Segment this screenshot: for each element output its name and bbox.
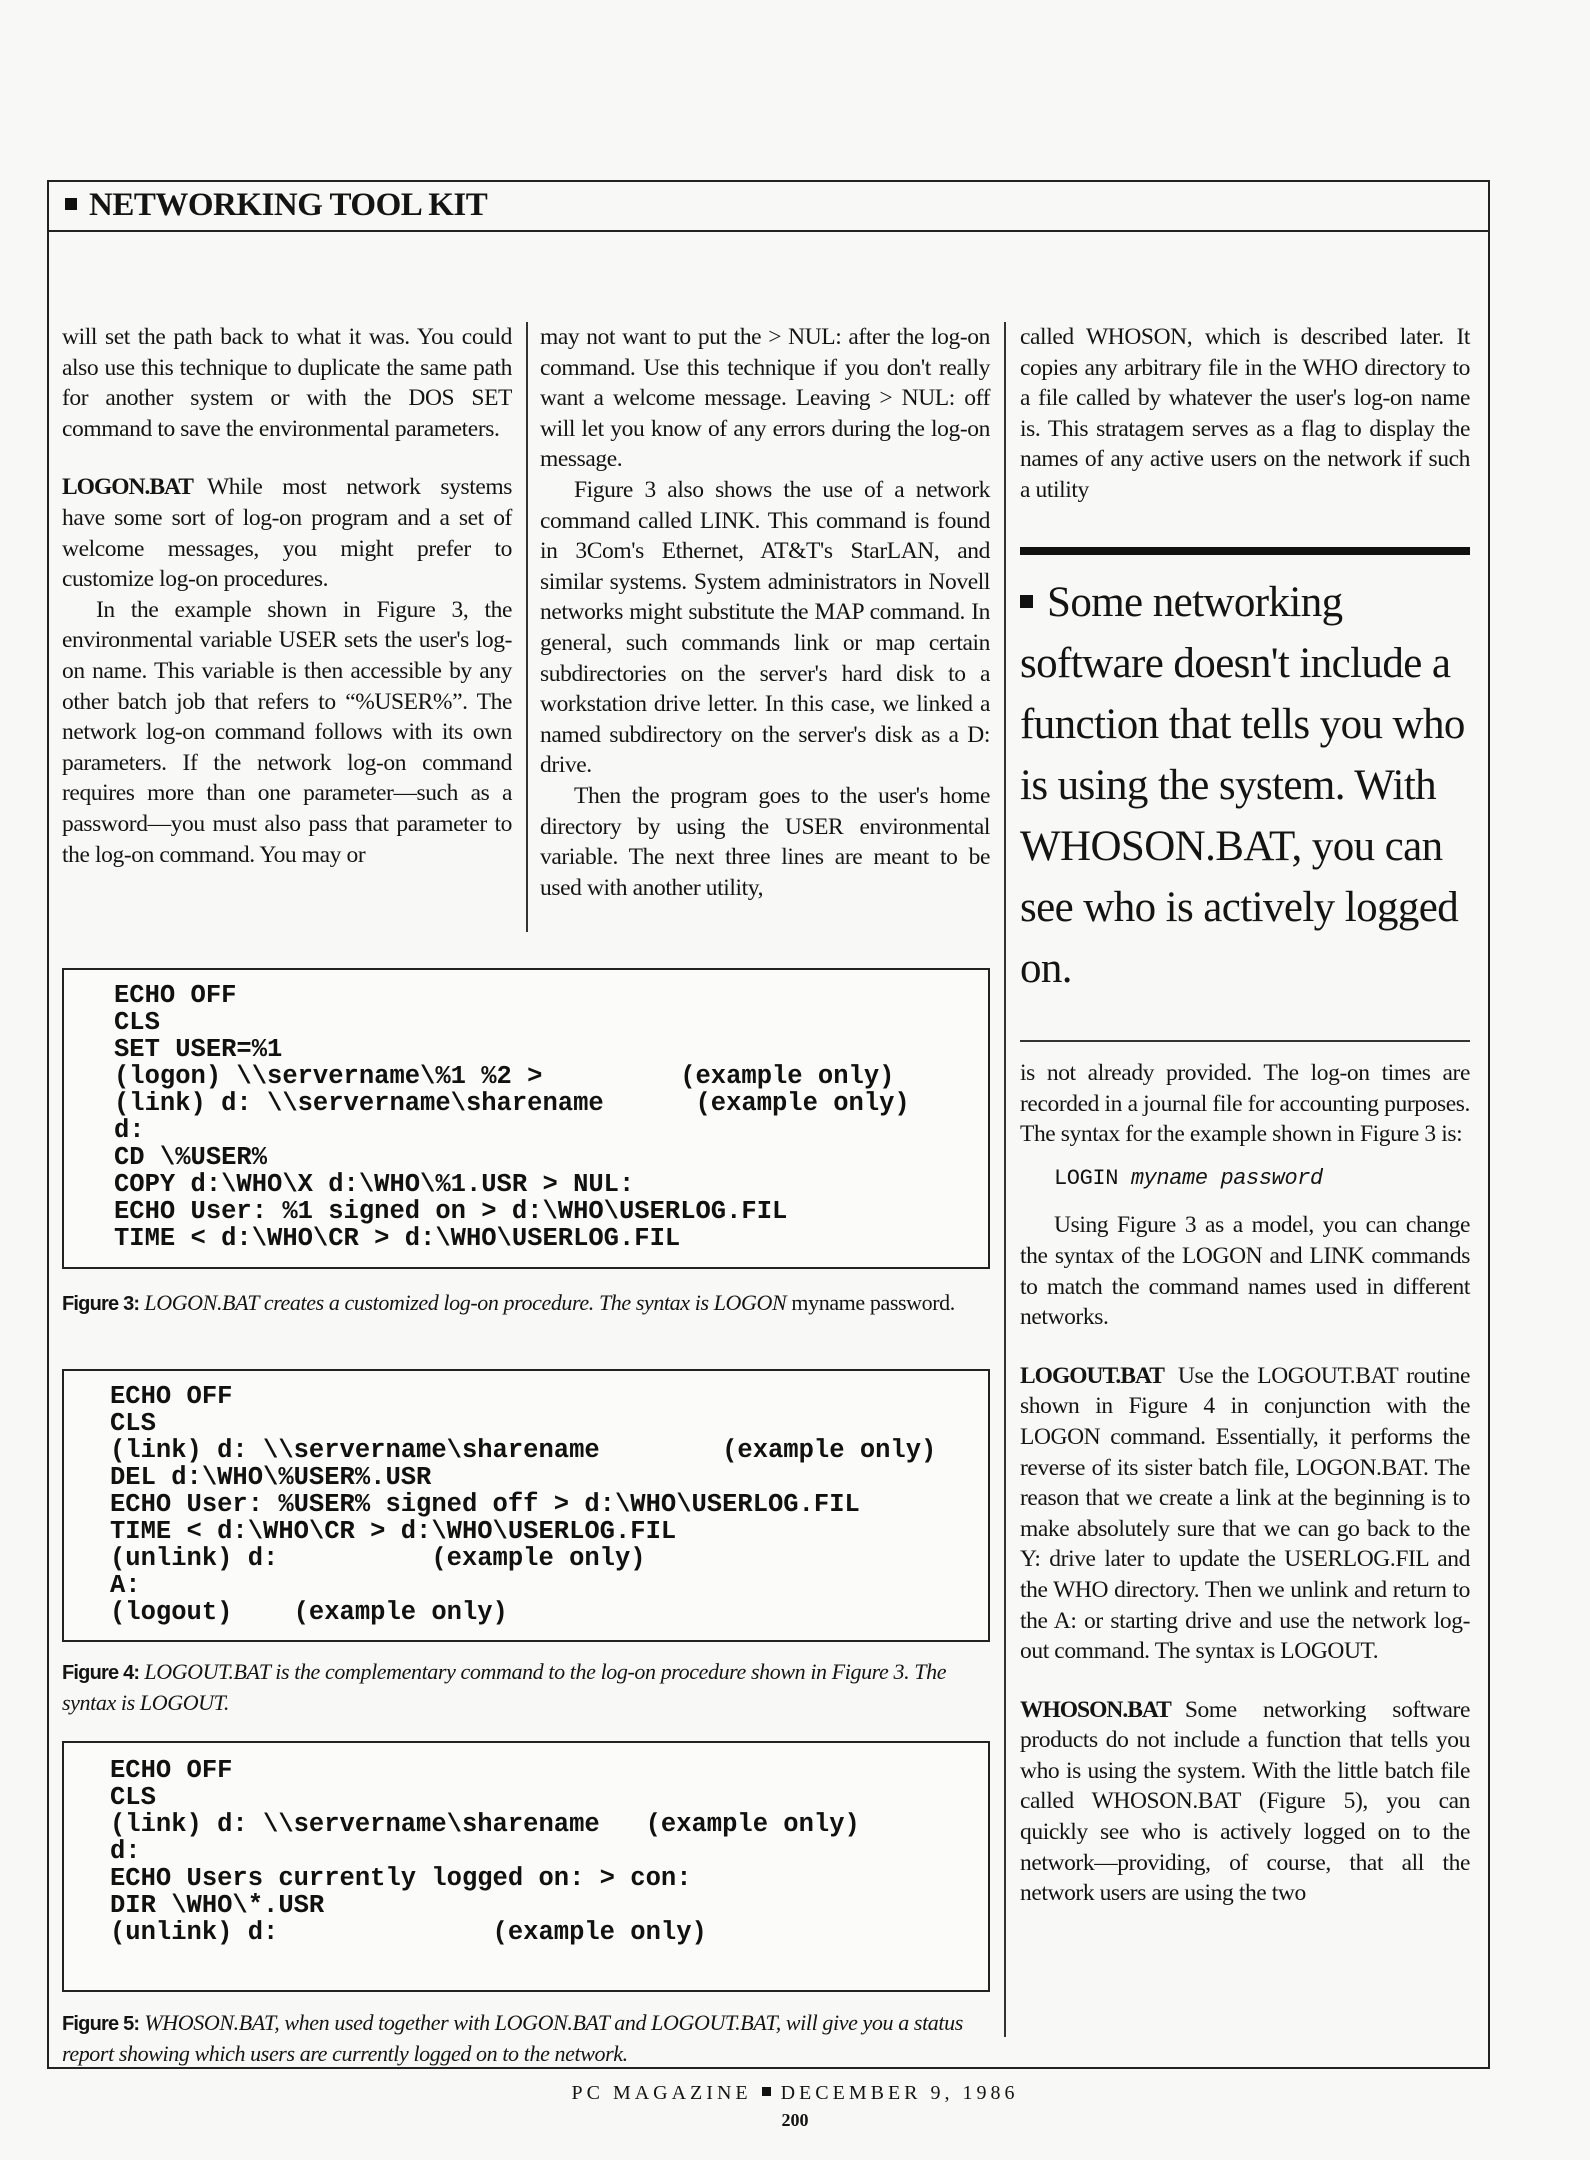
col3-paragraph-1: called WHOSON, which is described later. It copies any arbitrary file in the WHO directory to a file called by whatever the user's log-on name is. This stratagem serves as a flag to display the names of any active users on the network if such a utility [1020,324,1470,503]
login-syntax: LOGIN myname password [1054,1165,1323,1191]
figure-5-code-box [62,1741,990,1992]
whoson-bat-heading: WHOSON.BAT [1020,1696,1171,1723]
section-title: NETWORKING TOOL KIT [89,187,488,223]
page-footer [0,2082,1590,2105]
magazine-name: PC MAGAZINE [571,2082,752,2104]
column-3-bottom [1020,1058,1470,1909]
column-2 [540,322,990,932]
figure-4-code: ECHO OFF CLS (link) d: \\servername\sharename (example only) DEL d:\WHO\%USER%.USR ECHO User: %USER% signed off > d:\WHO\USERLOG.FIL TIME < d:\WHO\CR > d:\WHO\USERLOG.FIL (unlink) d: (example only) A: (logout) (example only) [110,1382,937,1627]
col3-paragraph-2: is not already provided. The log-on times are recorded in a journal file for accounting purposes. The syntax for the example shown in Figure 3 is: [1020,1060,1470,1148]
pullquote: Some networking software doesn't include a function that tells you who is using the system. With WHOSON.BAT, you can see who is actively logged on. [1020,579,1465,992]
col1-paragraph-1: will set the path back to what it was. You could also use this technique to duplicate the same path for another system or with the DOS SET command to save the environmental parameters. [62,324,512,442]
page-number: 200 [781,2110,809,2130]
logon-bat-heading: LOGON.BAT [62,474,193,501]
column-1 [62,322,512,932]
pullquote-bottom-rule [1020,1040,1470,1042]
bullet-square-icon [762,2087,771,2096]
figure-5-code: ECHO OFF CLS (link) d: \\servername\sharename (example only) d: ECHO Users currently logged on: > con: DIR \WHO\*.USR (unlink) d: (example only) [110,1756,860,1947]
col2-paragraph-3: Then the program goes to the user's home directory by using the USER environmental variable. The next three lines are meant to be used with another utility, [540,782,990,901]
bullet-square-icon [1020,595,1033,608]
figure-3-code-box [62,968,990,1269]
col2-paragraph-2: Figure 3 also shows the use of a network command called LINK. This command is found in 3Com's Ethernet, AT&T's StarLAN, and similar systems. System administrators in Novell networks might substitute the MAP command. In general, such commands link or map certain subdirectories on the server's hard disk to a workstation drive letter. In this case, we linked a named subdirectory on the server's disk as a D: drive. [540,476,990,779]
col1-paragraph-3: In the example shown in Figure 3, the environmental variable USER sets the user's log-on name. This variable is then accessible by any other batch job that refers to “%USER%”. The network log-on command follows with its own parameters. If the network log-on command requires more than one parameter—such as a password—you must also pass that parameter to the log-on command. You may or [62,596,512,868]
issue-date: DECEMBER 9, 1986 [780,2082,1019,2104]
pullquote-top-rule [1020,547,1470,555]
bullet-square-icon [65,198,77,210]
figure-4-code-box [62,1369,990,1642]
column-3-top [1020,322,1470,512]
col3-paragraph-5: WHOSON.BAT Some networking software products do not include a function that tells you who is using the system. With the little batch file called WHOSON.BAT (Figure 5), you can quickly see who is actively logged on to the network—providing, of course, that all the network users are using the two [1020,1696,1470,1907]
col1-paragraph-2: LOGON.BAT While most network systems have some sort of log-on program and a set of welcome messages, you might prefer to customize log-on procedures. [62,474,512,593]
figure-4-caption: Figure 4: LOGOUT.BAT is the complementary command to the log-on procedure shown in Figure 3. The syntax is LOGOUT. [62,1659,947,1715]
figure-3-code: ECHO OFF CLS SET USER=%1 (logon) \\servername\%1 %2 > (example only) (link) d: \\servername\sharename (example only) d: CD \%USER% COPY d:\WHO\X d:\WHO\%1.USR > NUL: ECHO User: %1 signed on > d:\WHO\USERLOG.FIL TIME < d:\WHO\CR > d:\WHO\USERLOG.FIL [114,981,910,1253]
column-divider [1004,322,1006,2037]
col2-paragraph-1: may not want to put the > NUL: after the log-on command. Use this technique if you don't really want a welcome message. Leaving > NUL: off will let you know of any errors during the log-on message. [540,324,990,473]
column-divider [526,322,528,932]
logout-bat-heading: LOGOUT.BAT [1020,1362,1164,1389]
figure-3-caption: Figure 3: LOGON.BAT creates a customized log-on procedure. The syntax is LOGON myname password. [62,1290,955,1315]
section-header [47,180,1490,232]
col3-paragraph-4: LOGOUT.BAT Use the LOGOUT.BAT routine shown in Figure 4 in conjunction with the LOGON command. Essentially, it performs the reverse of its sister batch file, LOGON.BAT. The reason that we create a link at the beginning is to make absolutely sure that we can go back to the Y: drive later to update the USERLOG.FIL and the WHO directory. Then we unlink and return to the A: or starting drive and use the network log-out command. The syntax is LOGOUT. [1020,1362,1470,1665]
figure-5-caption: Figure 5: WHOSON.BAT, when used together with LOGON.BAT and LOGOUT.BAT, will give you a status report showing which users are currently logged on to the network. [62,2010,963,2066]
col3-paragraph-3: Using Figure 3 as a model, you can change the syntax of the LOGON and LINK commands to match the command names used in different networks. [1020,1212,1470,1331]
